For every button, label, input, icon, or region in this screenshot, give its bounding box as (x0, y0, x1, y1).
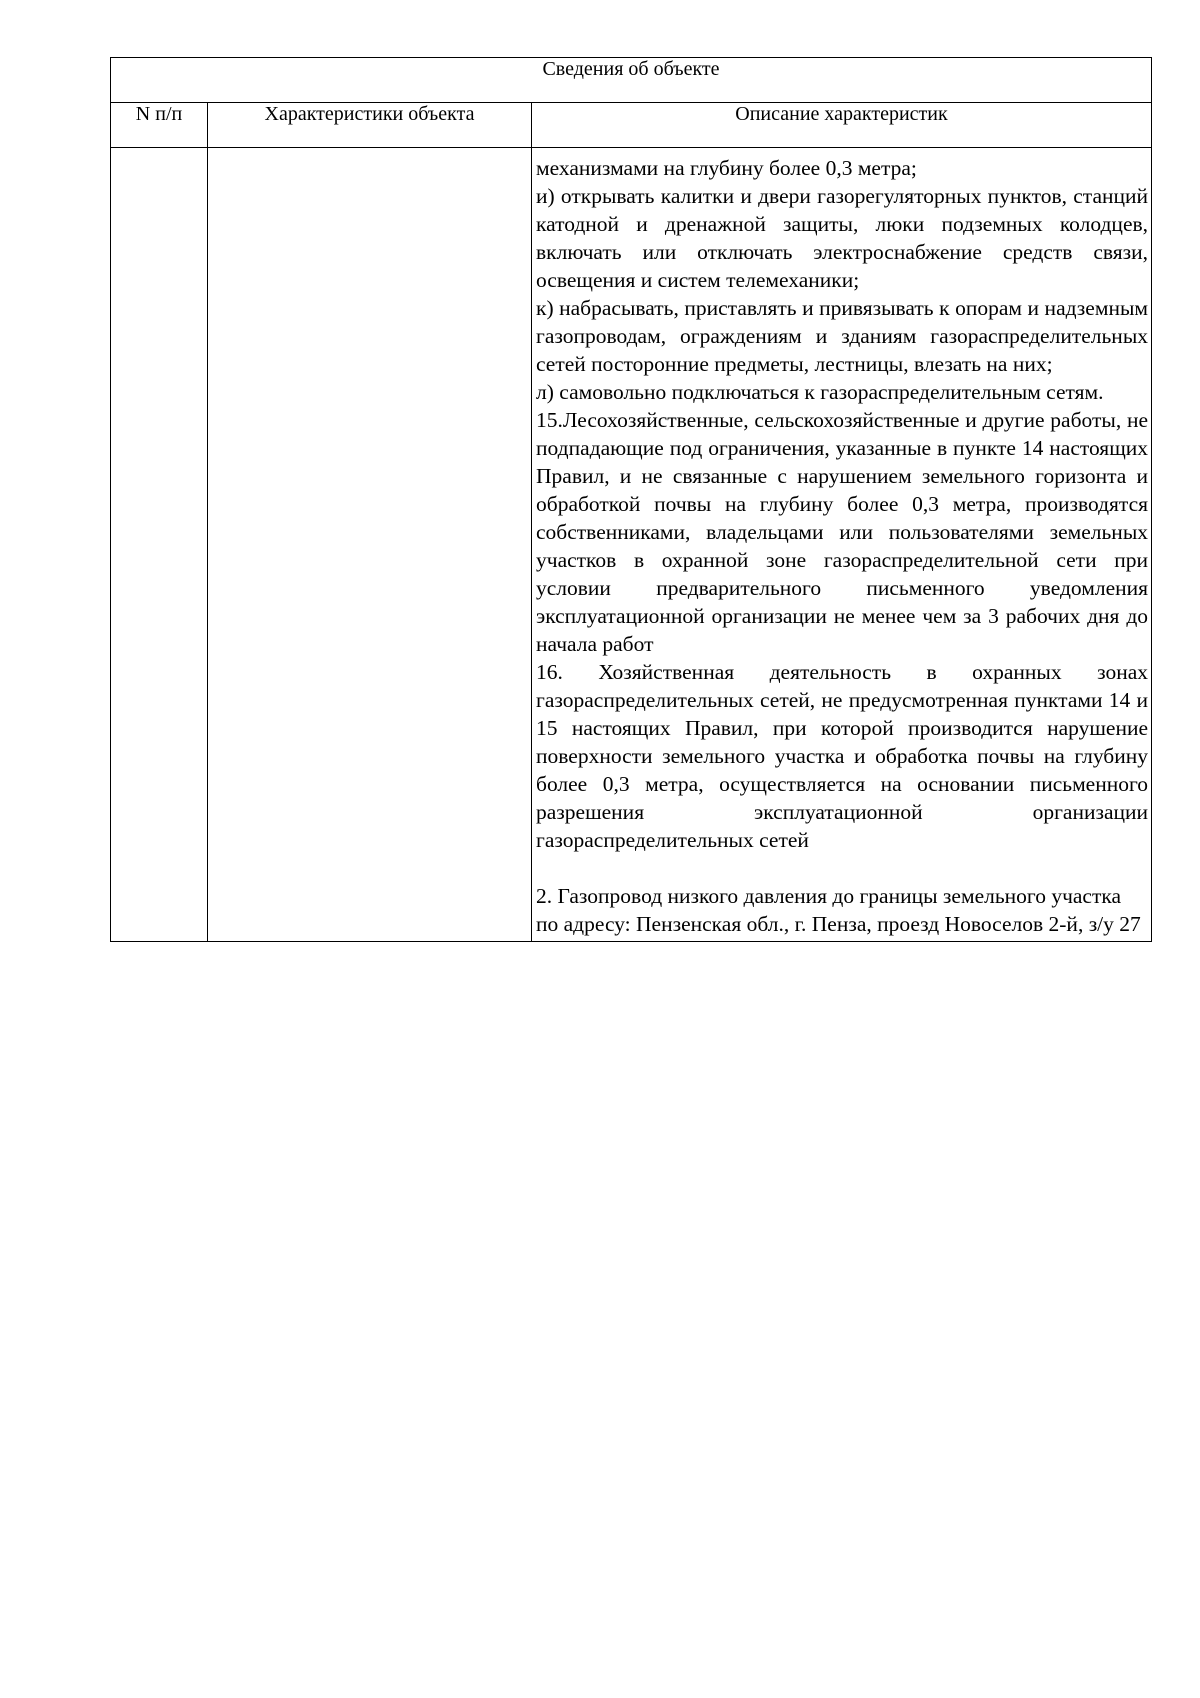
column-header-number: N п/п (111, 103, 208, 148)
address-note: 2. Газопровод низкого давления до границы земельного участка по адресу: Пензенская обл., г. Пенза, проезд Новоселов 2-й, з/у 27 (536, 884, 1141, 936)
description-paragraph: механизмами на глубину более 0,3 метра; (536, 156, 917, 180)
cell-characteristic (208, 148, 532, 942)
cell-description (532, 148, 1152, 942)
table-row (111, 148, 1152, 942)
description-paragraph: л) самовольно подключаться к газораспределительным сетям. (536, 380, 1104, 404)
description-paragraph: к) набрасывать, приставлять и привязывать к опорам и надземным газопроводам, ограждениям и зданиям газораспределительных сетей посторонние предметы, лестницы, влезать на них; (536, 296, 1149, 376)
description-paragraph: 15.Лесохозяйственные, сельскохозяйственные и другие работы, не подпадающие под ограничения, указанные в пункте 14 настоящих Правил, и не связанные с нарушением земельного горизонта и обработкой почвы на глубину более 0,3 метра, производятся собственниками, владельцами или пользователями земельных участков в охранной зоне газораспределительной сети при условии предварительного письменного уведомления эксплуатационной организации не менее чем за 3 рабочих дня до начала работ (536, 408, 1149, 656)
column-header-description: Описание характеристик (532, 103, 1152, 148)
object-info-table (110, 57, 1152, 942)
paragraph-spacer (536, 854, 1148, 882)
table-header-row (111, 103, 1152, 148)
description-paragraph: 16. Хозяйственная деятельность в охранных зонах газораспределительных сетей, не предусмотренная пунктами 14 и 15 настоящих Правил, при которой производится нарушение поверхности земельного участка и обработка почвы на глубину более 0,3 метра, осуществляется на основании письменного разрешения эксплуатационной организации газораспределительных сетей (536, 660, 1149, 852)
description-paragraph: и) открывать калитки и двери газорегуляторных пунктов, станций катодной и дренажной защиты, люки подземных колодцев, включать или отключать электроснабжение средств связи, освещения и систем телемеханики; (536, 184, 1149, 292)
cell-number (111, 148, 208, 942)
table-title-row (111, 58, 1152, 103)
column-header-characteristics: Характеристики объекта (208, 103, 532, 148)
table-title: Сведения об объекте (111, 58, 1152, 103)
